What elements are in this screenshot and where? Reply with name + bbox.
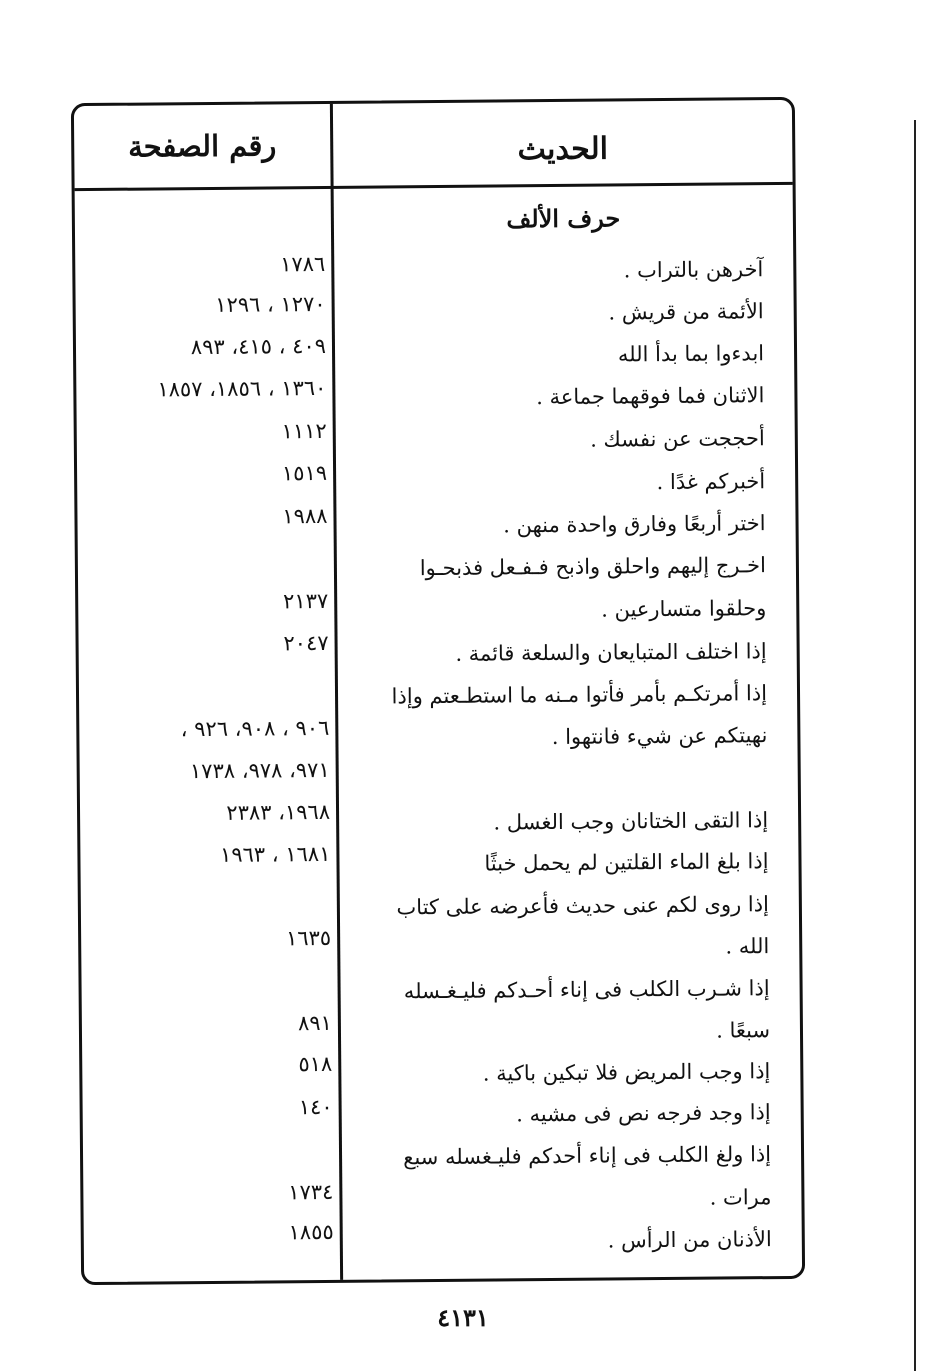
hadith-line: إذا التقى الختانان وجب الغسل . (493, 808, 769, 835)
page-reference: ٢٠٤٧ (283, 630, 329, 656)
hadith-line: اخـرج إليهم واحلق واذبح فـفـعل فذبحـوا (419, 553, 767, 581)
hadith-column-header: الحديث (517, 131, 609, 168)
hadith-line: إذا أمرتكـم بأمر فأتوا مـنه ما استطـعتم وإذا (391, 681, 768, 709)
page-reference: ١١١٢ (281, 418, 327, 444)
page-reference: ١٥١٩ (281, 460, 328, 486)
hadith-line: إذا بلغ الماء القلتين لم يحمل خبثًا (484, 849, 769, 876)
hadith-index-table (71, 97, 805, 1285)
page-reference: ١٧٣٤ (288, 1179, 334, 1205)
page-reference: ١٢٧٠ ، ١٢٩٦ (215, 291, 326, 317)
page-reference: ١٧٨٦ (280, 251, 326, 277)
page-reference: ٢١٣٧ (282, 588, 329, 614)
hadith-line: نهيتكم عن شيء فانتهوا . (551, 723, 768, 750)
page-number-column-header: رقم الصفحة (127, 128, 277, 164)
page-reference: ١٩٦٨، ٢٣٨٣ (226, 799, 331, 825)
hadith-line: إذا روى لكم عنى حديث فأعرضه على كتاب (396, 892, 769, 920)
page-edge-line (914, 120, 916, 1371)
page-reference: ١٩٨٨ (282, 503, 328, 529)
page-reference: ١٦٨١ ، ١٩٦٣ (219, 841, 331, 867)
page-reference: ١٤٠ (298, 1094, 333, 1120)
hadith-line: الله . (725, 934, 770, 959)
hadith-line: ابدءوا بما بدأ الله (617, 341, 765, 367)
hadith-line: إذا اختلف المتبايعان والسلعة قائمة . (455, 639, 767, 666)
hadith-line: الأذنان من الرأس . (607, 1227, 772, 1253)
page-reference: ١٣٦٠ ، ١٨٥٦، ١٨٥٧ (157, 375, 327, 402)
hadith-line: الاثنان فما فوقهما جماعة . (536, 383, 765, 410)
page-reference: ٨٩١ (297, 1010, 332, 1036)
section-heading: حرف الألف (506, 203, 621, 234)
page-reference: ٩٠٦ ، ٩٠٨، ٩٢٦ ، (180, 715, 330, 742)
hadith-line: سبعًا . (716, 1018, 771, 1043)
hadith-line: إذا ولغ الكلب فى إناء أحدكم فليـغسله سبع (403, 1142, 772, 1170)
hadith-line: مرات . (709, 1185, 772, 1210)
hadith-line: إذا وجب المريض فلا تبكين باكية . (482, 1059, 771, 1086)
hadith-line: آخرهن بالتراب . (623, 257, 764, 283)
hadith-line: اختر أربعًا وفارق واحدة منهن . (503, 511, 766, 538)
hadith-line: الأئمة من قريش . (608, 299, 764, 325)
page-reference: ١٦٣٥ (285, 925, 332, 951)
hadith-line: إذا شـرب الكلب فى إناء أحـدكم فليـغـسله (403, 976, 770, 1004)
hadith-line: إذا وجد فرجه نص فى مشيه . (516, 1100, 771, 1127)
page-number: ٤١٣١ (437, 1303, 489, 1332)
page-reference: ٤٠٩ ، ٤١٥، ٨٩٣ (190, 333, 327, 360)
page-reference: ٩٧١، ٩٧٨، ١٧٣٨ (189, 757, 330, 784)
hadith-line: وحلقوا متسارعين . (601, 596, 767, 622)
hadith-line: أخبركم غدًا . (656, 469, 766, 495)
hadith-line: أحججت عن نفسك . (590, 426, 765, 452)
page-reference: ١٨٥٥ (288, 1219, 334, 1245)
page-reference: ٥١٨ (298, 1051, 333, 1077)
header-divider (75, 182, 793, 191)
